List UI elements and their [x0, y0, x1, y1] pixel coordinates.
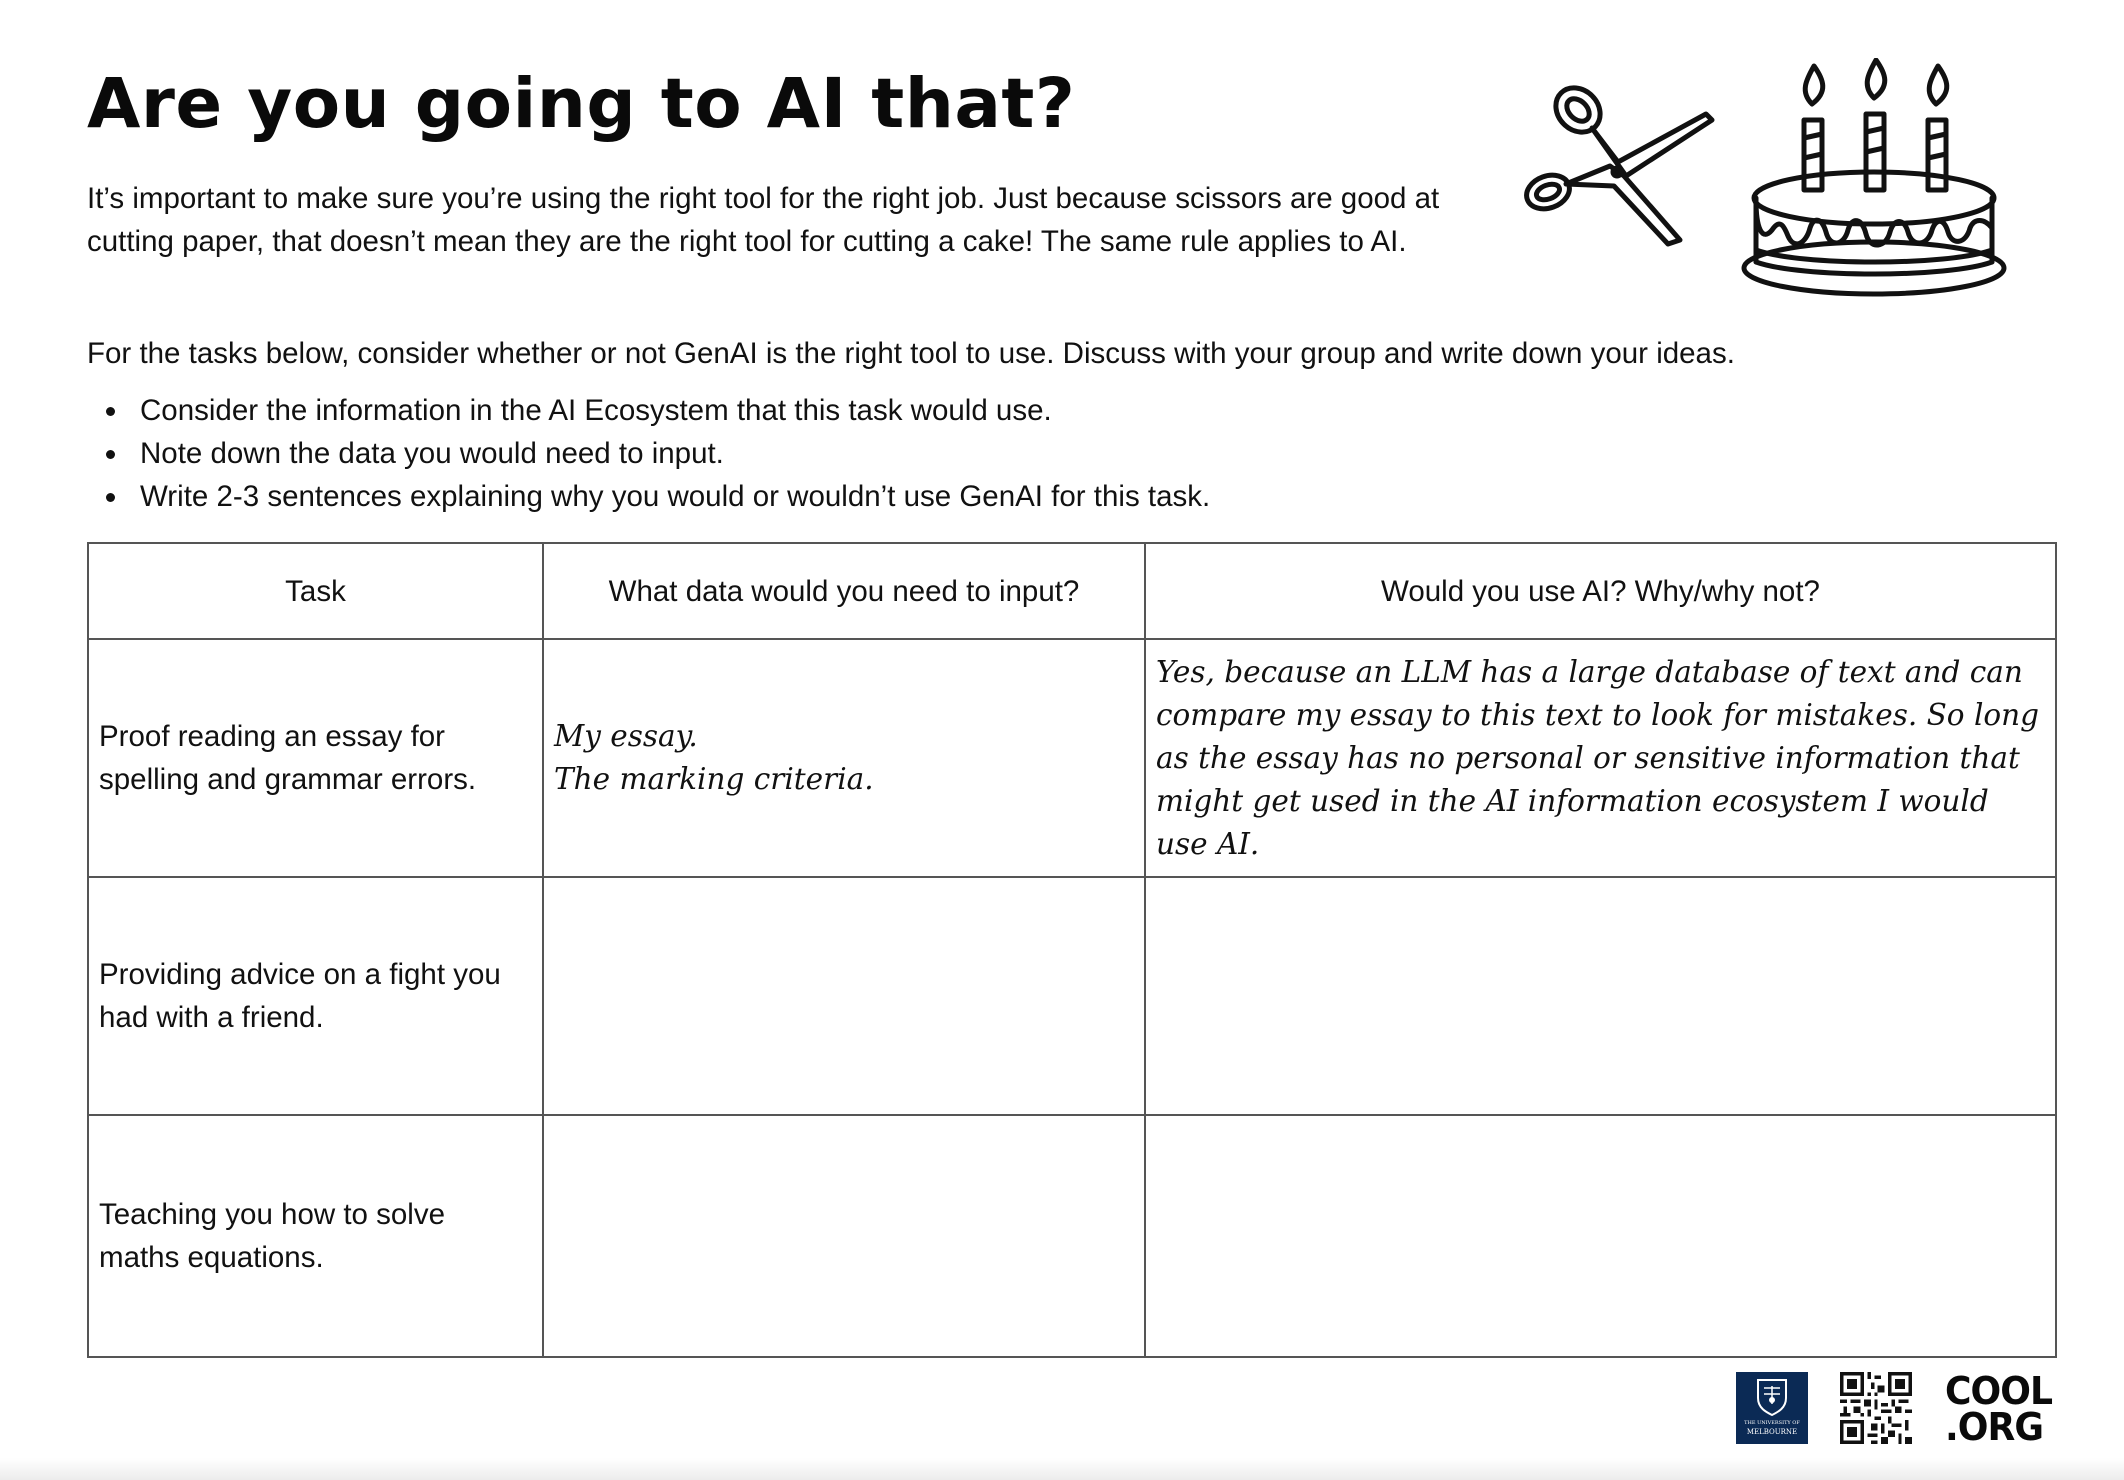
task-table	[87, 542, 2057, 1358]
instruction-paragraph: For the tasks below, consider whether or not GenAI is the right tool to use. Discuss with your group and write down your ideas.	[87, 337, 1735, 370]
university-logo-line2: MELBOURNE	[1746, 1428, 1798, 1436]
column-header-task: Task	[88, 543, 543, 639]
page-title: Are you going to AI that?	[87, 64, 1076, 144]
data-input-answer: My essay. The marking criteria.	[554, 719, 874, 796]
table-row	[88, 877, 2056, 1115]
instruction-item: Note down the data you would need to input.	[87, 432, 1210, 475]
table-row	[88, 1115, 2056, 1357]
instruction-item: Write 2-3 sentences explaining why you would or wouldn’t use GenAI for this task.	[87, 475, 1210, 518]
university-logo-line1: THE UNIVERSITY OF	[1744, 1420, 1800, 1426]
use-ai-cell[interactable]	[1145, 639, 2056, 877]
column-header-data-input: What data would you need to input?	[543, 543, 1145, 639]
table-row	[88, 639, 2056, 877]
qr-code-icon	[1840, 1372, 1912, 1444]
scissors-icon	[1520, 80, 1716, 250]
use-ai-cell[interactable]	[1145, 877, 2056, 1115]
task-cell: Providing advice on a fight you had with a friend.	[88, 877, 543, 1115]
cool-org-logo	[1945, 1369, 2055, 1449]
task-cell: Teaching you how to solve maths equations.	[88, 1115, 543, 1357]
data-input-cell[interactable]	[543, 877, 1145, 1115]
column-header-use-ai: Would you use AI? Why/why not?	[1145, 543, 2056, 639]
cool-org-logo-line1: COOL	[1945, 1369, 2053, 1413]
university-logo	[1736, 1372, 1808, 1444]
use-ai-cell[interactable]	[1145, 1115, 2056, 1357]
data-input-cell[interactable]	[543, 639, 1145, 877]
table-header-row	[88, 543, 2056, 639]
birthday-cake-icon	[1740, 58, 2008, 298]
use-ai-answer: Yes, because an LLM has a large database of text and can compare my essay to this text to look for mistakes. So long as the essay has no personal or sensitive information that might get used in the AI information ecosystem I would use AI.	[1156, 654, 2040, 861]
instruction-list	[87, 389, 1210, 518]
instruction-item: Consider the information in the AI Ecosystem that this task would use.	[87, 389, 1210, 432]
cool-org-logo-line2: .ORG	[1945, 1405, 2044, 1449]
task-cell: Proof reading an essay for spelling and grammar errors.	[88, 639, 543, 877]
data-input-cell[interactable]	[543, 1115, 1145, 1357]
crest-icon	[1756, 1378, 1788, 1416]
page-bottom-edge	[0, 1458, 2124, 1480]
intro-paragraph: It’s important to make sure you’re using the right tool for the right job. Just because scissors are good at cutting paper, that doesn’t mean they are the right tool for cutting a cake! The same rule applies to AI.	[87, 182, 1440, 258]
